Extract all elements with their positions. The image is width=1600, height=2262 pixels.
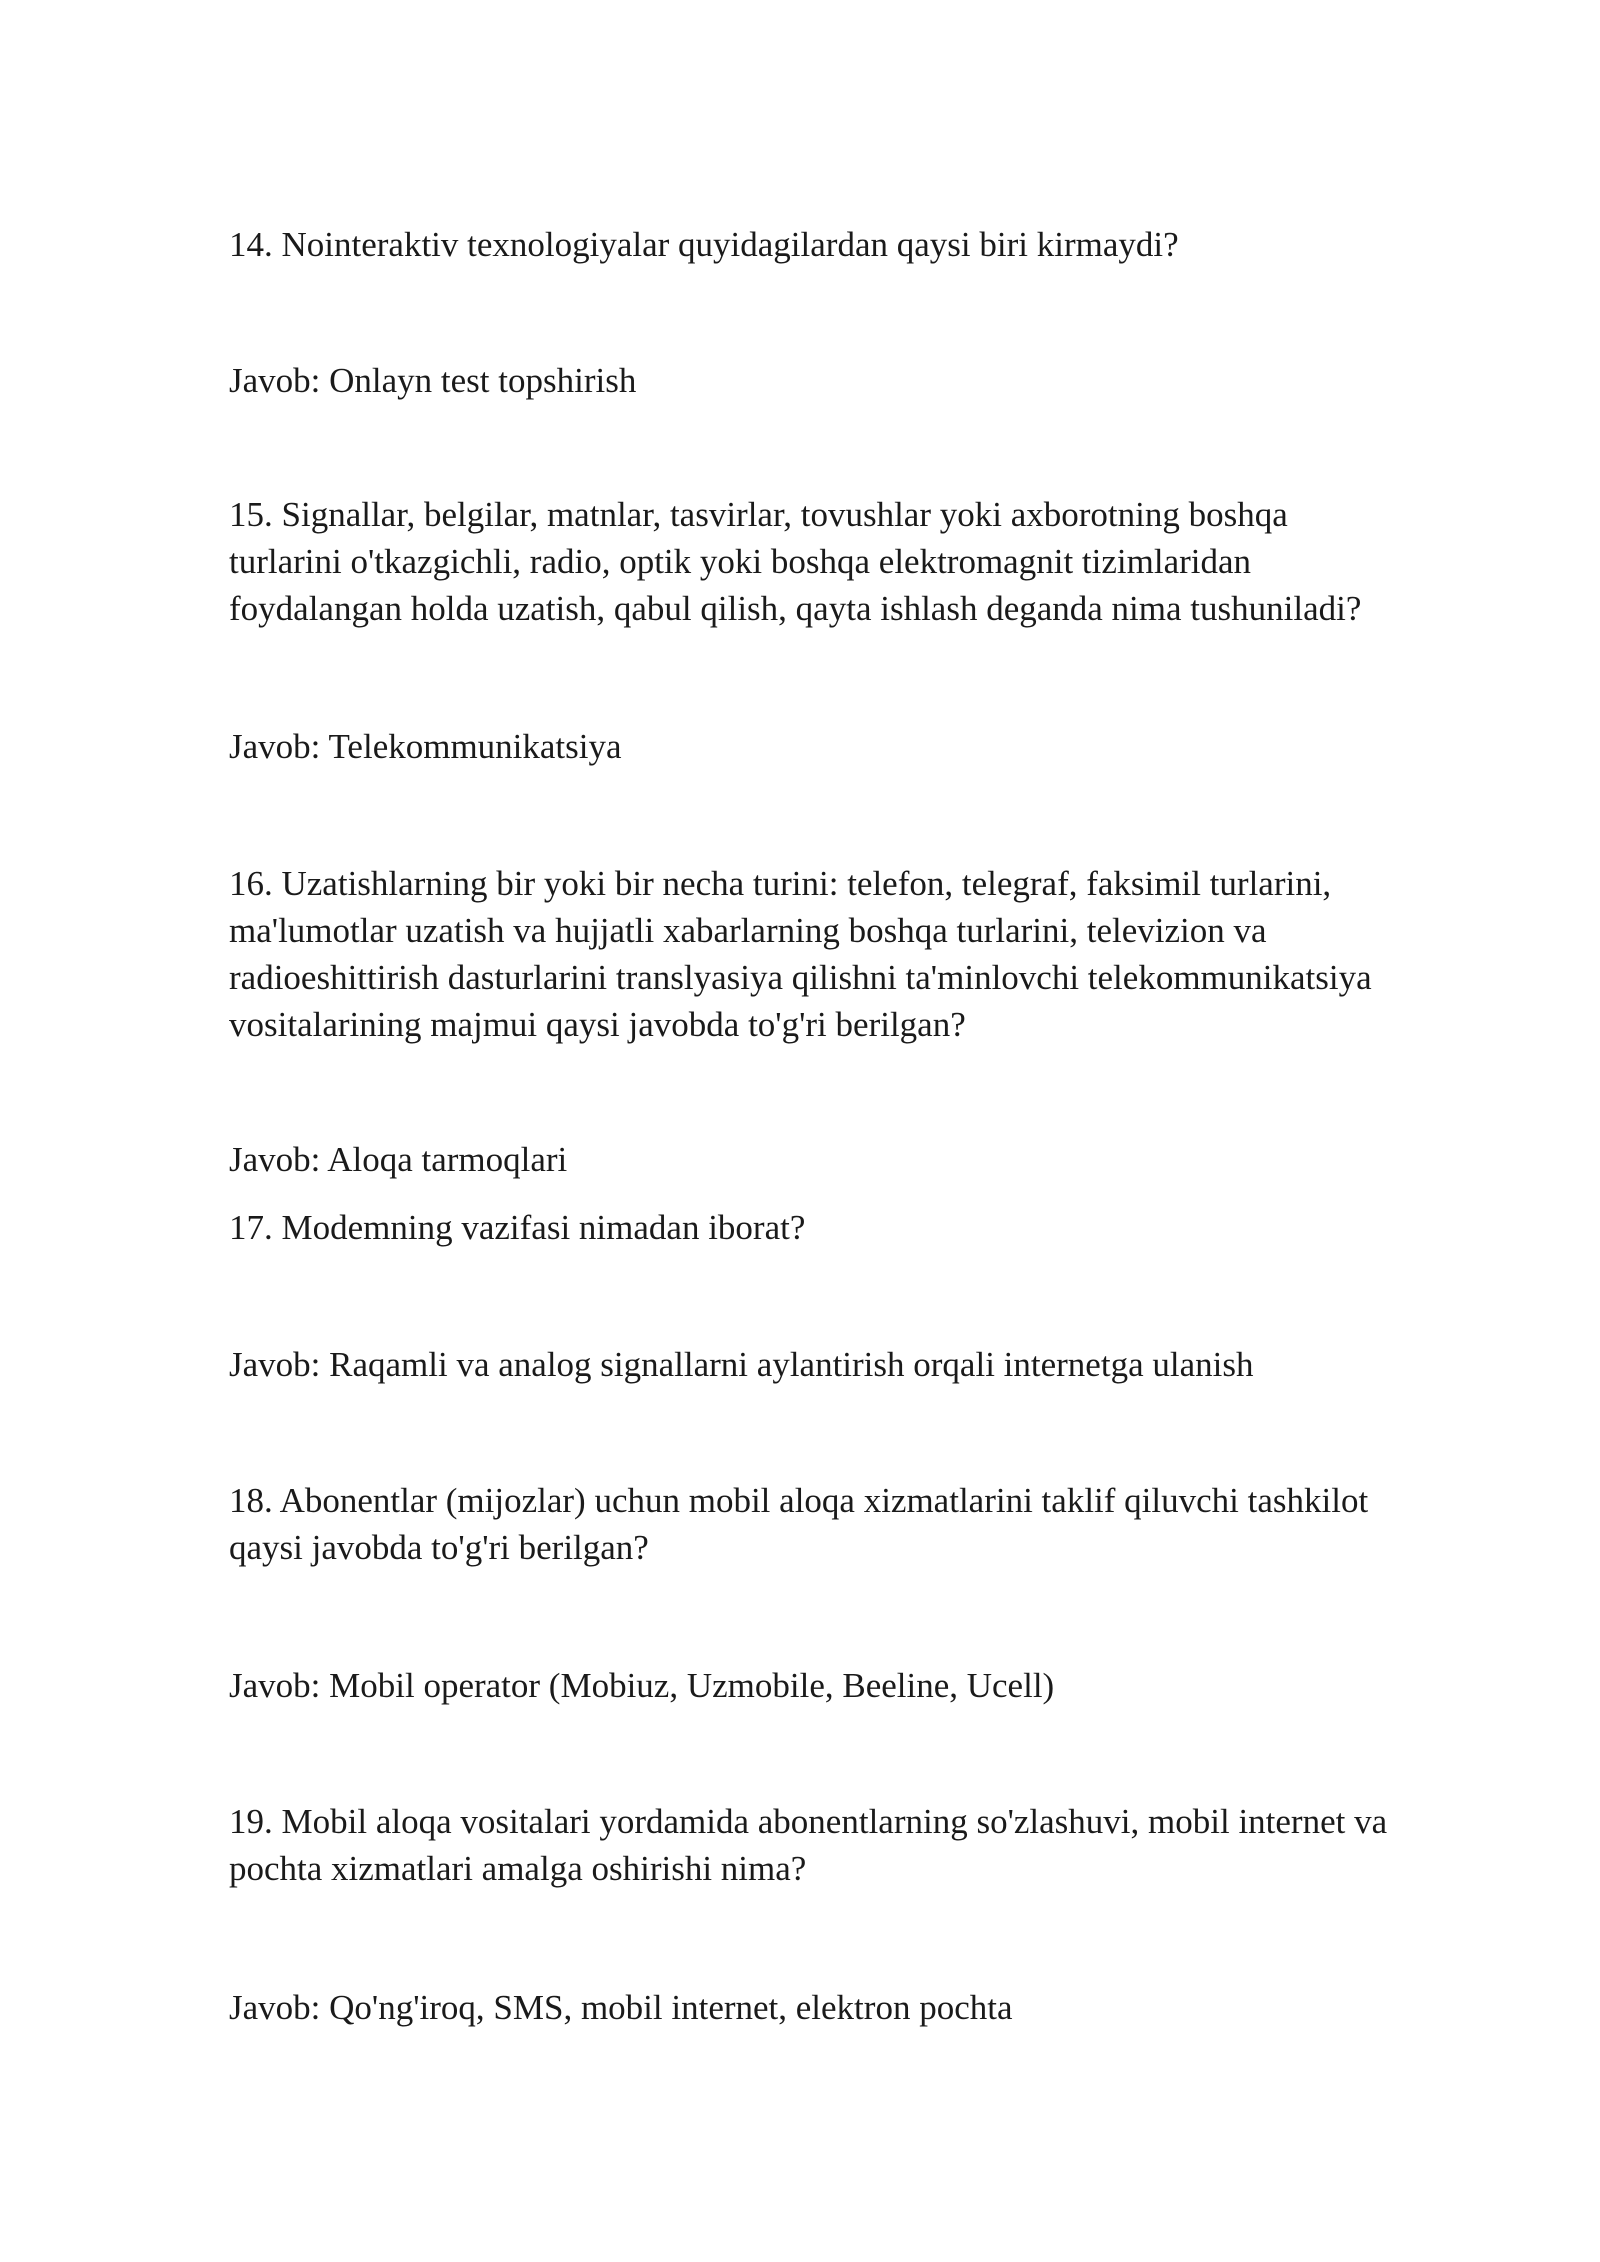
answer-18: Javob: Mobil operator (Mobiuz, Uzmobile, Beeline, Ucell) <box>229 1666 1055 1705</box>
question-line: pochta xizmatlari amalga oshirishi nima? <box>229 1849 807 1888</box>
question-line: vositalarining majmui qaysi javobda to'g'ri berilgan? <box>229 1005 966 1044</box>
question-line: 19. Mobil aloqa vositalari yordamida abonentlarning so'zlashuvi, mobil internet va <box>229 1802 1388 1841</box>
question-line: turlarini o'tkazgichli, radio, optik yoki boshqa elektromagnit tizimlaridan <box>229 542 1252 581</box>
question-line: foydalangan holda uzatish, qabul qilish, qayta ishlash deganda nima tushuniladi? <box>229 589 1362 628</box>
question-18 <box>229 1477 1529 1571</box>
answer-16: Javob: Aloqa tarmoqlari <box>229 1140 568 1179</box>
answer-14: Javob: Onlayn test topshirish <box>229 361 637 400</box>
question-line: 14. Nointeraktiv texnologiyalar quyidagilardan qaysi biri kirmaydi? <box>229 225 1179 264</box>
question-line: 15. Signallar, belgilar, matnlar, tasvirlar, tovushlar yoki axborotning boshqa <box>229 495 1288 534</box>
question-16 <box>229 860 1529 1048</box>
question-line: qaysi javobda to'g'ri berilgan? <box>229 1528 649 1567</box>
answer-15: Javob: Telekommunikatsiya <box>229 727 622 766</box>
question-line: 16. Uzatishlarning bir yoki bir necha turini: telefon, telegraf, faksimil turlarini, <box>229 864 1332 903</box>
question-17 <box>229 1204 1529 1251</box>
question-line: ma'lumotlar uzatish va hujjatli xabarlarning boshqa turlarini, televizion va <box>229 911 1267 950</box>
question-line: radioeshittirish dasturlarini translyasiya qilishni ta'minlovchi telekommunikatsiya <box>229 958 1372 997</box>
question-line: 17. Modemning vazifasi nimadan iborat? <box>229 1208 806 1247</box>
answer-19: Javob: Qo'ng'iroq, SMS, mobil internet, elektron pochta <box>229 1988 1013 2027</box>
question-19 <box>229 1798 1529 1892</box>
question-15 <box>229 491 1529 632</box>
question-line: 18. Abonentlar (mijozlar) uchun mobil aloqa xizmatlarini taklif qiluvchi tashkilot <box>229 1481 1369 1520</box>
answer-17: Javob: Raqamli va analog signallarni aylantirish orqali internetga ulanish <box>229 1345 1254 1384</box>
question-14 <box>229 221 1529 268</box>
